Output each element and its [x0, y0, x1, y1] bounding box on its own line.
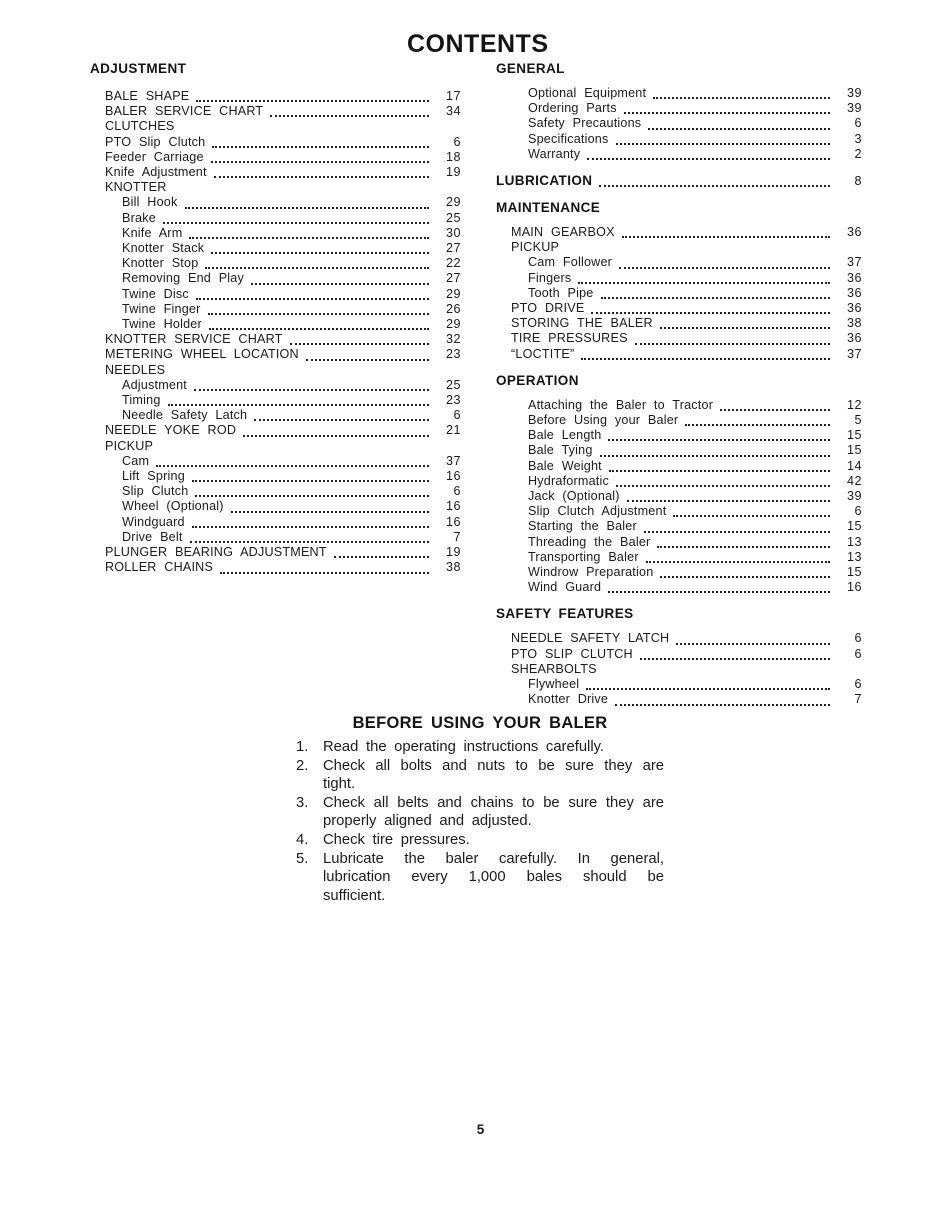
- dotted-leader: [615, 704, 830, 706]
- toc-entry: [496, 662, 862, 677]
- toc-entry-page: 37: [846, 255, 862, 270]
- toc-entry-page: 19: [445, 165, 461, 180]
- toc-entry-page: 39: [846, 86, 862, 100]
- section-heading: [496, 200, 862, 215]
- toc-column-right: [496, 61, 862, 719]
- toc-section: [496, 173, 862, 189]
- toc-entry: [496, 347, 862, 362]
- toc-entry: [496, 101, 862, 116]
- section-heading-label: GENERAL: [496, 61, 565, 76]
- toc-entry-label: Knife Arm: [122, 225, 183, 240]
- toc-entry-page: 36: [846, 270, 862, 285]
- dotted-leader: [635, 343, 830, 345]
- toc-entry: [90, 332, 461, 347]
- toc-entry: [496, 132, 862, 147]
- toc-entry: [90, 165, 461, 180]
- toc-entry: [496, 647, 862, 662]
- dotted-leader: [591, 312, 830, 314]
- toc-section: [496, 373, 862, 596]
- toc-entry-label: Bale Length: [528, 428, 602, 443]
- toc-entry-label: Fingers: [528, 270, 572, 285]
- toc-entry: [496, 271, 862, 286]
- toc-entry-label: NEEDLE SAFETY LATCH: [511, 631, 670, 646]
- toc-entry: [90, 211, 461, 226]
- dotted-leader: [657, 546, 830, 548]
- toc-entry-label: STORING THE BALER: [511, 316, 653, 331]
- toc-column-left: [90, 61, 461, 587]
- dotted-leader: [185, 207, 430, 209]
- toc-entry-page: 3: [854, 131, 862, 146]
- dotted-leader: [676, 643, 830, 645]
- toc-entry: [90, 302, 461, 317]
- toc-entry-label: Needle Safety Latch: [122, 408, 248, 423]
- toc-entry-label: Hydraformatic: [528, 473, 609, 488]
- toc-entry-label: Bale Tying: [528, 443, 593, 458]
- toc-entry-label: PICKUP: [105, 438, 154, 453]
- toc-entry-page: 15: [846, 519, 862, 534]
- toc-entry: [90, 347, 461, 362]
- dotted-leader: [608, 591, 830, 593]
- dotted-leader: [601, 297, 830, 299]
- toc-section: [90, 61, 461, 576]
- dotted-leader: [189, 237, 429, 239]
- toc-entry-page: 23: [445, 347, 461, 362]
- toc-entry-label: Knotter Stop: [122, 256, 199, 271]
- toc-entry: [496, 240, 862, 255]
- toc-entry-label: Wheel (Optional): [122, 499, 224, 514]
- dotted-leader: [644, 531, 830, 533]
- toc-entry-label: Cam Follower: [528, 255, 613, 270]
- toc-entry: [90, 271, 461, 286]
- instruction-number: 1.: [296, 739, 309, 755]
- toc-entry-label: PLUNGER BEARING ADJUSTMENT: [105, 545, 327, 560]
- section-page-number: 8: [854, 174, 862, 189]
- toc-entry-label: Attaching the Baler to Tractor: [528, 397, 714, 412]
- dotted-leader: [168, 404, 429, 406]
- toc-entry-page: 15: [846, 428, 862, 443]
- dotted-leader: [290, 343, 429, 345]
- dotted-leader: [220, 572, 429, 574]
- toc-entry: [496, 504, 862, 519]
- toc-entry-page: 36: [846, 285, 862, 300]
- toc-entry: [90, 195, 461, 210]
- dotted-leader: [673, 515, 830, 517]
- toc-entry-page: 32: [445, 332, 461, 347]
- instruction-text: Lubricate the baler carefully. In general, lubrication every 1,000 bales should be sufficient.: [323, 850, 664, 904]
- toc-entry: [90, 256, 461, 271]
- toc-entry: [496, 489, 862, 504]
- dotted-leader: [660, 327, 830, 329]
- section-heading: [496, 61, 862, 76]
- toc-entry-page: 21: [445, 423, 461, 438]
- toc-entry-page: 6: [854, 631, 862, 646]
- toc-entry: [496, 225, 862, 240]
- dotted-leader: [648, 128, 830, 130]
- toc-entry-label: SHEARBOLTS: [511, 661, 597, 676]
- dotted-leader: [196, 298, 429, 300]
- section-heading-label: LUBRICATION: [496, 173, 593, 189]
- toc-entry-label: Twine Holder: [122, 317, 202, 332]
- toc-entry: [90, 484, 461, 499]
- toc-entry-page: 37: [445, 453, 461, 468]
- dotted-leader: [622, 236, 830, 238]
- dotted-leader: [209, 328, 429, 330]
- toc-entry-label: Cam: [122, 453, 150, 468]
- toc-entry-page: 30: [445, 225, 461, 240]
- dotted-leader: [581, 358, 830, 360]
- dotted-leader: [646, 561, 830, 563]
- toc-entry-page: 18: [445, 149, 461, 164]
- toc-entry-page: 25: [445, 210, 461, 225]
- instruction-text: Check tire pressures.: [323, 831, 470, 848]
- dotted-leader: [587, 158, 830, 160]
- toc-entry-label: PICKUP: [511, 240, 560, 255]
- dotted-leader: [616, 485, 830, 487]
- toc-entry: [90, 119, 461, 134]
- toc-entry-page: 16: [445, 514, 461, 529]
- toc-entry-label: NEEDLES: [105, 362, 166, 377]
- instruction-item: [296, 850, 664, 906]
- toc-entry: [496, 459, 862, 474]
- before-using-title: BEFORE USING YOUR BALER: [352, 714, 608, 732]
- dotted-leader: [270, 115, 429, 117]
- toc-entry: [496, 565, 862, 580]
- toc-entry-page: 15: [846, 443, 862, 458]
- toc-entry: [90, 469, 461, 484]
- dotted-leader: [624, 112, 830, 114]
- toc-entry-label: BALE SHAPE: [105, 89, 190, 103]
- toc-entry: [496, 147, 862, 162]
- dotted-leader: [609, 470, 830, 472]
- dotted-leader: [254, 419, 429, 421]
- toc-entry-label: Threading the Baler: [528, 534, 651, 549]
- dotted-leader: [660, 576, 830, 578]
- toc-entry-page: 29: [445, 317, 461, 332]
- dotted-leader: [196, 100, 429, 102]
- before-using-section: [296, 714, 664, 905]
- toc-entry-label: METERING WHEEL LOCATION: [105, 347, 299, 362]
- toc-entry-label: “LOCTITE”: [511, 346, 575, 361]
- dotted-leader: [205, 267, 429, 269]
- toc-entry: [90, 378, 461, 393]
- dotted-leader: [195, 495, 429, 497]
- toc-entry-label: Before Using your Baler: [528, 413, 679, 428]
- toc-entry-page: 6: [854, 646, 862, 661]
- toc-entry-label: Knife Adjustment: [105, 165, 207, 180]
- toc-entry: [90, 89, 461, 104]
- toc-entry: [496, 116, 862, 131]
- toc-entry-page: 22: [445, 256, 461, 271]
- dotted-leader: [653, 97, 830, 99]
- section-heading-label: OPERATION: [496, 372, 579, 388]
- toc-entry: [90, 423, 461, 438]
- toc-entry-page: 19: [445, 545, 461, 560]
- toc-entry: [90, 560, 461, 575]
- toc-entry-label: Wind Guard: [528, 580, 602, 595]
- toc-entry-label: Safety Precautions: [528, 116, 642, 131]
- toc-entry-label: KNOTTER SERVICE CHART: [105, 332, 283, 347]
- dotted-leader: [192, 526, 429, 528]
- toc-entry-label: Feeder Carriage: [105, 149, 204, 164]
- toc-entry-label: Slip Clutch Adjustment: [528, 504, 667, 519]
- section-heading: [496, 173, 862, 189]
- toc-entry-label: Brake: [122, 210, 156, 225]
- toc-entry-label: CLUTCHES: [105, 119, 175, 134]
- toc-entry: [90, 180, 461, 195]
- toc-entry-label: Windrow Preparation: [528, 565, 654, 580]
- toc-entry-label: Bale Weight: [528, 458, 602, 473]
- dotted-leader: [616, 143, 830, 145]
- toc-entry-label: Knotter Drive: [528, 692, 609, 707]
- toc-entry: [90, 393, 461, 408]
- toc-entry: [496, 413, 862, 428]
- toc-entry: [496, 474, 862, 489]
- toc-entry-label: NEEDLE YOKE ROD: [105, 423, 237, 438]
- toc-entry-label: Tooth Pipe: [528, 285, 594, 300]
- toc-section: [496, 61, 862, 162]
- toc-entry-label: Adjustment: [122, 377, 187, 392]
- dotted-leader: [334, 556, 429, 558]
- toc-entry-page: 29: [445, 195, 461, 210]
- toc-entry-page: 16: [445, 499, 461, 514]
- toc-entry: [496, 86, 862, 101]
- toc-entry-page: 34: [445, 104, 461, 119]
- dotted-leader: [608, 439, 830, 441]
- toc-entry-page: 37: [846, 346, 862, 361]
- toc-entry-label: PTO SLIP CLUTCH: [511, 646, 633, 661]
- toc-entry: [496, 535, 862, 550]
- toc-entry-label: TIRE PRESSURES: [511, 331, 628, 346]
- dotted-leader: [306, 359, 429, 361]
- dotted-leader: [231, 511, 429, 513]
- toc-entry-page: 7: [854, 692, 862, 707]
- toc-entry-page: 16: [846, 580, 862, 595]
- toc-entry-label: MAIN GEARBOX: [511, 225, 615, 240]
- toc-entry: [496, 398, 862, 413]
- toc-entry-page: 29: [445, 286, 461, 301]
- toc-entry: [496, 331, 862, 346]
- instruction-number: 2.: [296, 757, 309, 774]
- dotted-leader: [640, 658, 830, 660]
- instruction-number: 4.: [296, 831, 309, 848]
- toc-entry-label: Windguard: [122, 514, 185, 529]
- toc-entry-label: Jack (Optional): [528, 489, 620, 504]
- dotted-leader: [578, 282, 830, 284]
- section-heading: [90, 61, 461, 76]
- toc-entry: [496, 316, 862, 331]
- toc-entry: [90, 287, 461, 302]
- toc-entry: [90, 150, 461, 165]
- toc-entry-page: 6: [854, 677, 862, 692]
- toc-entry: [496, 301, 862, 316]
- dotted-leader: [192, 480, 429, 482]
- toc-entry-label: Ordering Parts: [528, 101, 617, 116]
- dotted-leader: [208, 313, 430, 315]
- toc-entry-label: Flywheel: [528, 677, 580, 692]
- toc-entry-label: Specifications: [528, 131, 609, 146]
- toc-entry-label: Lift Spring: [122, 469, 185, 484]
- toc-entry-page: 39: [846, 489, 862, 504]
- toc-entry-page: 16: [445, 469, 461, 484]
- toc-entry-page: 27: [445, 241, 461, 256]
- toc-entry: [496, 428, 862, 443]
- section-heading-label: SAFETY FEATURES: [496, 606, 634, 622]
- dotted-leader: [685, 424, 830, 426]
- toc-entry: [496, 443, 862, 458]
- toc-entry-page: 42: [846, 473, 862, 488]
- toc-entry-label: Knotter Stack: [122, 241, 205, 256]
- toc-entry-page: 36: [846, 301, 862, 316]
- instruction-item: [296, 794, 664, 831]
- toc-entry-label: Twine Disc: [122, 286, 189, 301]
- toc-entry: [496, 580, 862, 595]
- toc-entry: [90, 439, 461, 454]
- toc-entry-page: 6: [453, 134, 461, 149]
- toc-entry: [496, 692, 862, 707]
- dotted-leader: [619, 267, 830, 269]
- toc-entry-page: 15: [846, 565, 862, 580]
- toc-entry-page: 7: [453, 529, 461, 544]
- toc-entry-label: PTO Slip Clutch: [105, 134, 206, 149]
- toc-entry: [90, 226, 461, 241]
- toc-section: [496, 200, 862, 362]
- instruction-number: 5.: [296, 850, 309, 867]
- toc-entry-label: Optional Equipment: [528, 86, 647, 100]
- toc-entry-label: PTO DRIVE: [511, 301, 585, 316]
- toc-entry-label: Twine Finger: [122, 301, 201, 316]
- toc-entry-page: 36: [846, 225, 862, 240]
- toc-entry-page: 23: [445, 393, 461, 408]
- toc-entry-page: 38: [445, 560, 461, 575]
- section-heading: [496, 373, 862, 388]
- toc-entry-page: 17: [445, 89, 461, 103]
- dotted-leader: [211, 161, 429, 163]
- toc-entry-page: 26: [445, 301, 461, 316]
- section-heading-label: ADJUSTMENT: [90, 61, 187, 76]
- toc-entry-label: Slip Clutch: [122, 484, 189, 499]
- toc-entry-page: 13: [846, 549, 862, 564]
- toc-entry: [496, 255, 862, 270]
- toc-entry: [496, 519, 862, 534]
- instruction-text: Check all belts and chains to be sure they are properly aligned and adjusted.: [323, 794, 664, 830]
- toc-entry-page: 6: [854, 504, 862, 519]
- toc-entry-page: 38: [846, 316, 862, 331]
- toc-entry-label: Timing: [122, 393, 161, 408]
- toc-entry-page: 12: [846, 397, 862, 412]
- toc-section: [496, 606, 862, 707]
- instruction-item: [296, 831, 664, 850]
- dotted-leader: [586, 688, 830, 690]
- toc-entry: [90, 363, 461, 378]
- toc-entry: [90, 515, 461, 530]
- dotted-leader: [190, 541, 429, 543]
- toc-entry: [90, 454, 461, 469]
- toc-entry: [90, 530, 461, 545]
- toc-entry-page: 27: [445, 271, 461, 286]
- instruction-text: Read the operating instructions carefully.: [323, 739, 605, 755]
- instruction-item: [296, 757, 664, 794]
- dotted-leader: [212, 146, 429, 148]
- toc-entry-page: 6: [453, 484, 461, 499]
- toc-entry-page: 14: [846, 458, 862, 473]
- toc-entry-label: Drive Belt: [122, 529, 183, 544]
- instruction-item: [296, 738, 664, 757]
- section-heading-label: MAINTENANCE: [496, 200, 601, 216]
- toc-entry-page: 13: [846, 534, 862, 549]
- dotted-leader: [156, 465, 429, 467]
- toc-entry-label: Removing End Play: [122, 271, 245, 286]
- instruction-text: Check all bolts and nuts to be sure they are tight.: [323, 757, 664, 793]
- toc-entry-page: 6: [854, 116, 862, 131]
- toc-entry-page: 36: [846, 331, 862, 346]
- dotted-leader: [600, 455, 830, 457]
- toc-entry: [90, 317, 461, 332]
- toc-entry: [496, 286, 862, 301]
- toc-entry-label: Warranty: [528, 146, 581, 161]
- dotted-leader: [243, 435, 429, 437]
- dotted-leader: [214, 176, 429, 178]
- instruction-number: 3.: [296, 794, 309, 811]
- section-heading: [496, 606, 862, 621]
- toc-entry: [90, 408, 461, 423]
- toc-entry-label: Starting the Baler: [528, 519, 637, 534]
- toc-entry: [496, 550, 862, 565]
- toc-entry: [496, 631, 862, 646]
- toc-entry-label: KNOTTER: [105, 180, 167, 195]
- dotted-leader: [163, 222, 429, 224]
- toc-entry-label: BALER SERVICE CHART: [105, 104, 264, 119]
- toc-entry: [90, 545, 461, 560]
- toc-entry: [90, 104, 461, 119]
- dotted-leader: [211, 252, 429, 254]
- toc-entry-page: 5: [854, 413, 862, 428]
- dotted-leader: [194, 389, 429, 391]
- toc-entry-page: 2: [854, 146, 862, 161]
- dotted-leader: [251, 283, 429, 285]
- dotted-leader: [720, 409, 830, 411]
- toc-entry-label: ROLLER CHAINS: [105, 560, 214, 575]
- page-title: CONTENTS: [407, 30, 549, 58]
- dotted-leader: [599, 185, 830, 187]
- toc-entry: [90, 135, 461, 150]
- toc-entry-label: Transporting Baler: [528, 549, 639, 564]
- toc-entry-label: Bill Hook: [122, 195, 178, 210]
- toc-entry: [496, 677, 862, 692]
- toc-entry: [90, 499, 461, 514]
- toc-entry: [90, 241, 461, 256]
- dotted-leader: [627, 500, 830, 502]
- toc-entry-page: 25: [445, 377, 461, 392]
- toc-entry-page: 39: [846, 101, 862, 116]
- page-number: 5: [476, 1122, 485, 1137]
- before-using-list: [296, 738, 664, 905]
- toc-entry-page: 6: [453, 408, 461, 423]
